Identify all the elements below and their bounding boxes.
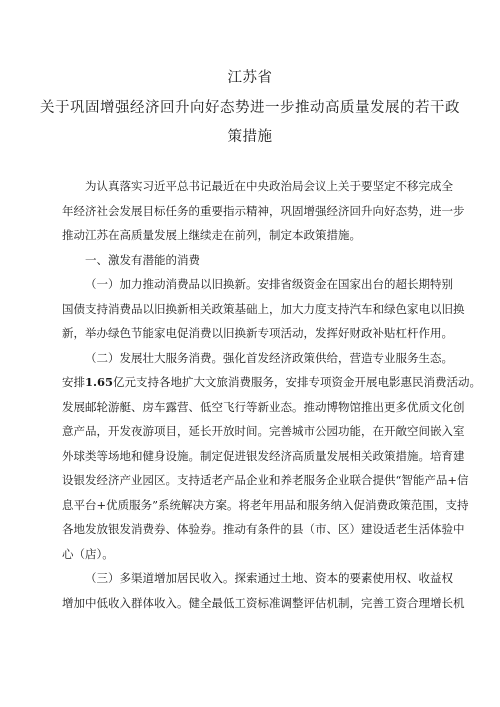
text-line: 发展邮轮游艇、房车露营、低空飞行等新业态。推动博物馆推出更多优质文化创 xyxy=(62,399,465,414)
item-2-paragraph xyxy=(62,346,482,567)
text-line: 为认真落实习近平总书记最近在中央政治局会议上关于要坚定不移完成全 xyxy=(85,179,453,193)
text-line: 设银发经济产业园区。支持适老产品企业和养老服务企业联合提供“智能产品+信 xyxy=(62,473,469,487)
document-body xyxy=(62,174,482,615)
text-line: 一、激发有潜能的消费 xyxy=(85,252,200,267)
text-fragment: 安排 xyxy=(62,375,85,389)
section-heading xyxy=(62,248,452,273)
text-line: 国债支持消费品以旧换新相关政策基础上，加大力度支持汽车和绿色家电以旧换 xyxy=(62,301,465,316)
text-line: （二）发展壮大服务消费。强化首发经济政策供给，营造专业服务生态。 xyxy=(85,350,453,365)
text-line: 新，举办绿色节能家电促消费以旧换新专项活动，发挥好财政补贴杠杆作用。 xyxy=(62,326,453,340)
text-line: （三）多渠道增加居民收入。探索通过土地、资本的要素使用权、收益权 xyxy=(85,571,453,585)
item-1-paragraph xyxy=(62,272,465,346)
text-line: 息平台+优质服务”系统解决方案。将老年用品和服务纳入促消费政策范围，支持 xyxy=(62,497,469,512)
document-title-province: 江苏省 xyxy=(227,70,273,86)
text-line: （一）加力推动消费品以旧换新。安排省级资金在国家出台的超长期特别 xyxy=(85,277,453,291)
text-line: 意产品，开发夜游项目，延长开放时间。完善城市公园功能，在开敞空间嵌入室 xyxy=(62,424,465,438)
item-3-paragraph xyxy=(62,566,465,615)
text-line-with-amount xyxy=(62,370,482,395)
document-title-main: 关于巩固增强经济回升向好态势进一步推动高质量发展的若干政 xyxy=(40,100,460,116)
text-line: 年经济社会发展目标任务的重要指示精神，巩固增强经济回升向好态势，进一步 xyxy=(62,203,465,218)
text-line: 心（店）。 xyxy=(62,546,114,561)
document-title-end: 策措施 xyxy=(227,129,273,145)
text-line: 各地发放银发消费券、体验券。推动有条件的县（市、区）建设适老生活体验中 xyxy=(62,522,465,536)
text-line: 推动江苏在高质量发展上继续走在前列，制定本政策措施。 xyxy=(62,228,361,242)
text-fragment: 亿元支持各地扩大文旅消费服务，安排专项资金开展电影惠民消费活动。 xyxy=(113,375,482,389)
amount-value: 1.65 xyxy=(85,375,114,389)
text-line: 外球类等场地和健身设施。制定促进银发经济高质量发展相关政策措施。培育建 xyxy=(62,448,465,463)
text-line: 增加中低收入群体收入。健全最低工资标准调整评估机制，完善工资合理增长机 xyxy=(62,595,465,610)
intro-paragraph xyxy=(62,174,465,248)
